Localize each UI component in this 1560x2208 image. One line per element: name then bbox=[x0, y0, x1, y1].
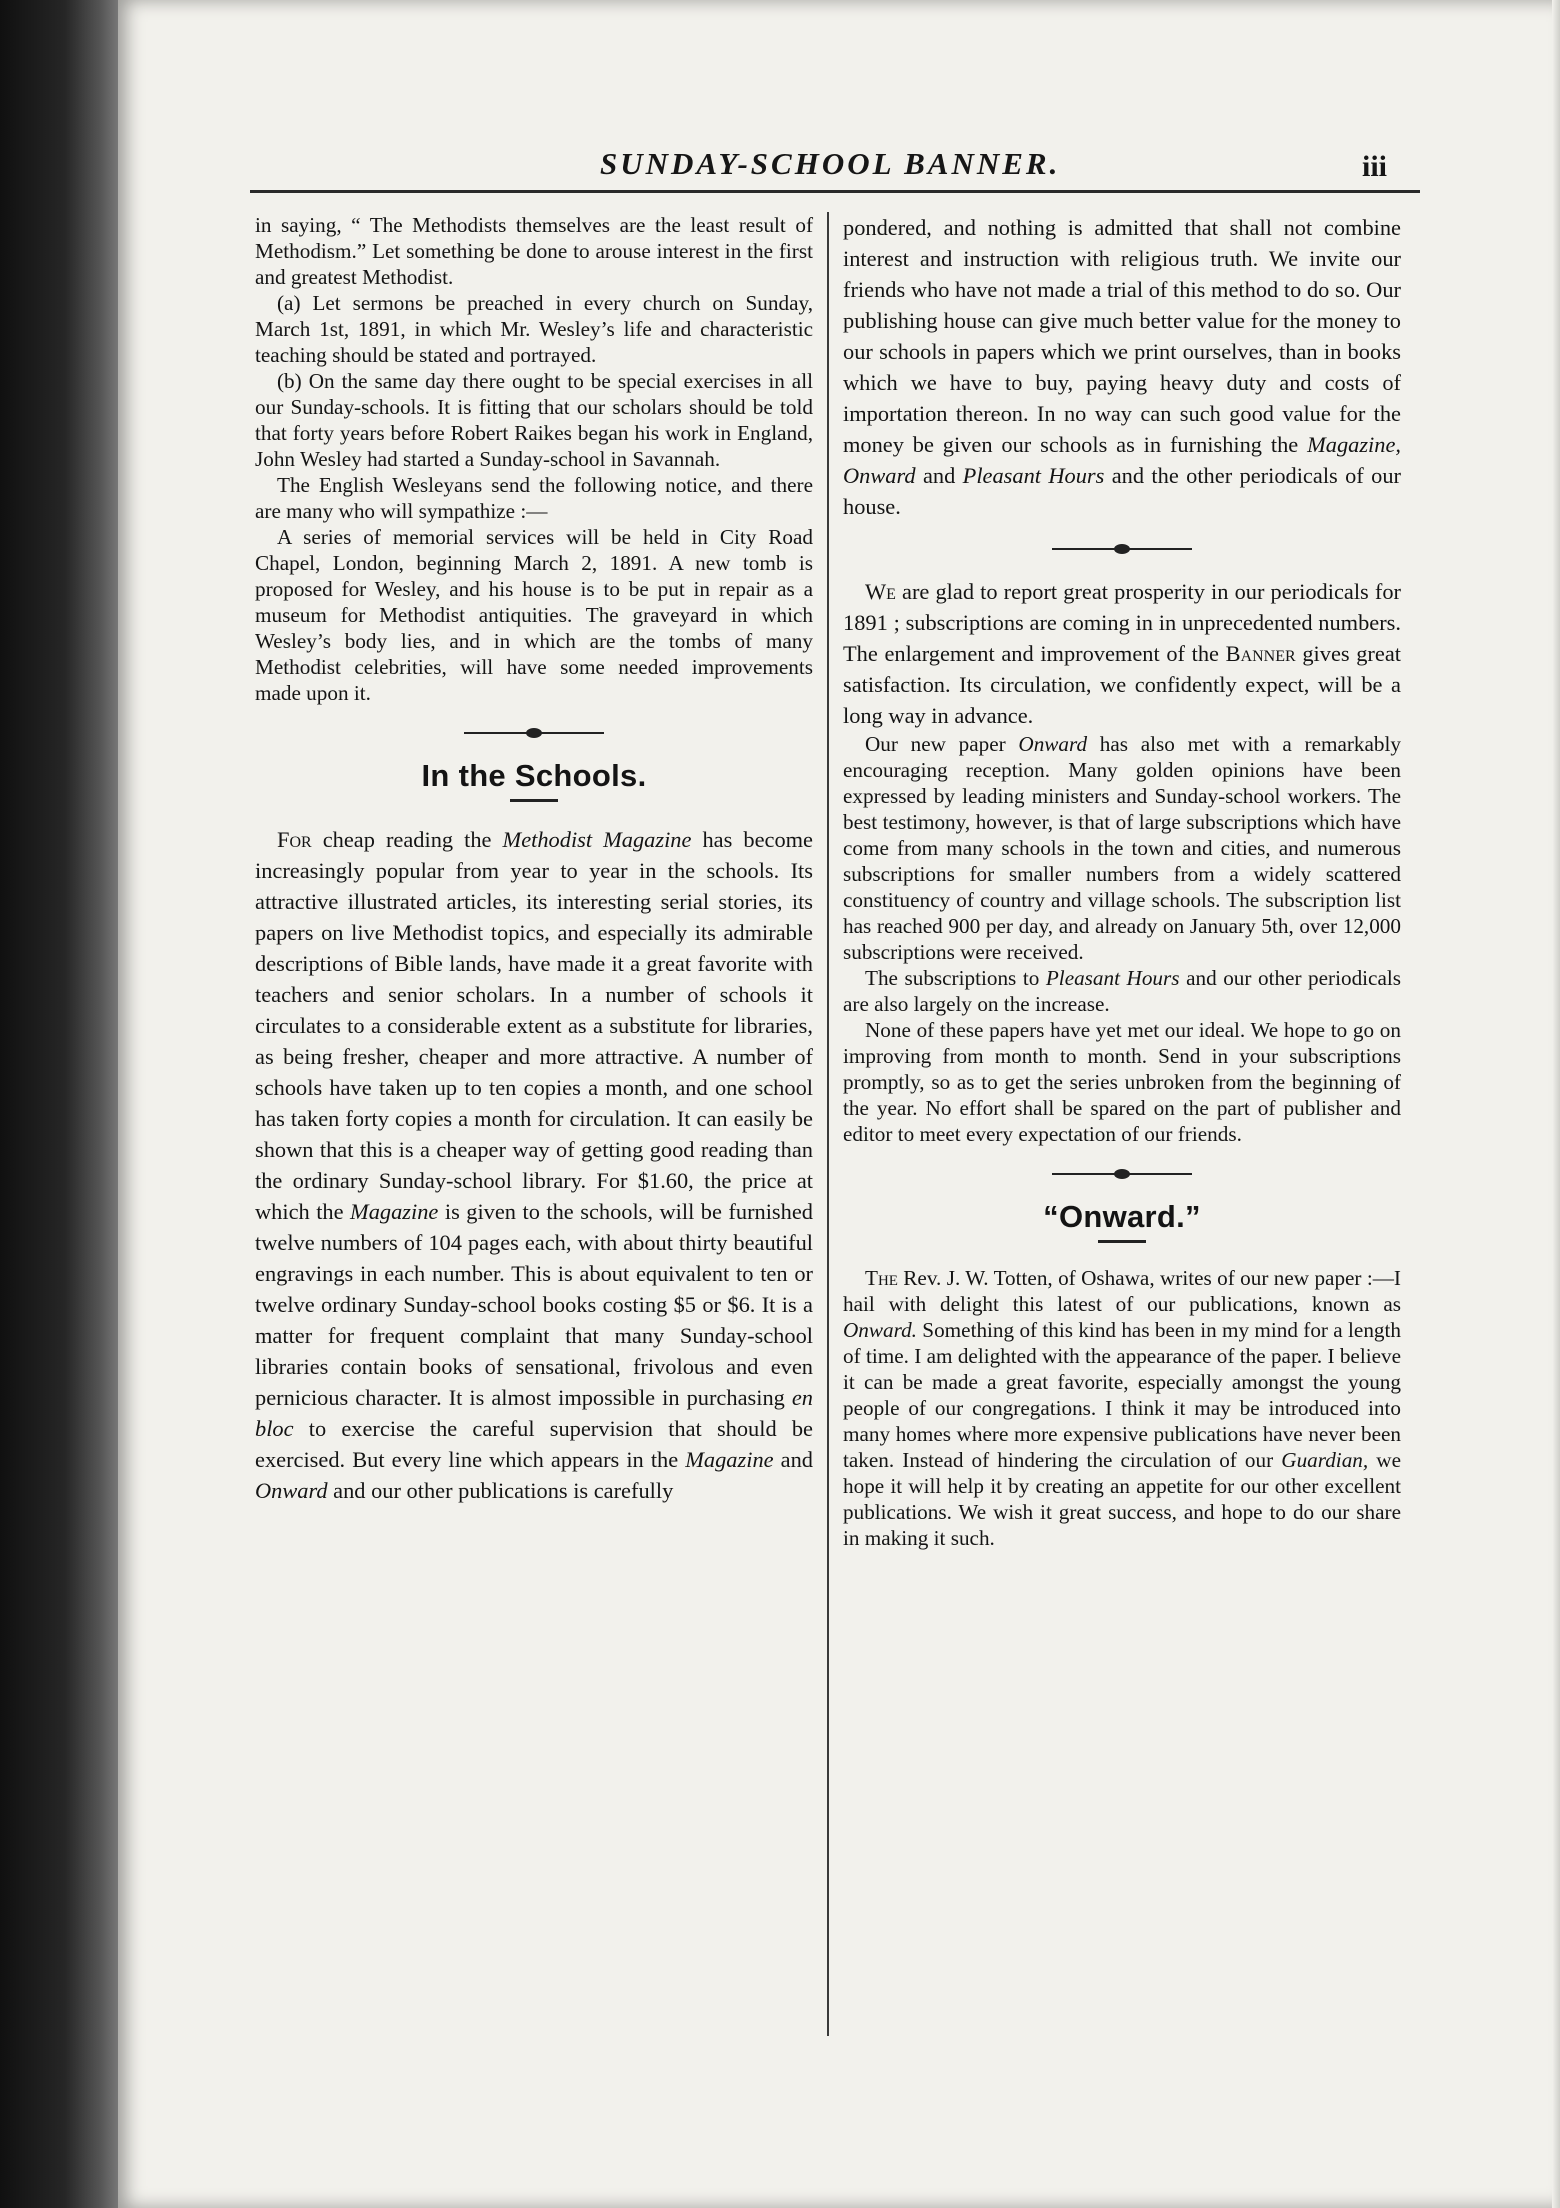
wesley-section bbox=[255, 212, 813, 706]
section-ornament bbox=[464, 728, 604, 738]
section-ornament bbox=[1052, 544, 1192, 554]
running-head: SUNDAY-SCHOOL BANNER. bbox=[600, 146, 1061, 181]
paragraph: None of these papers have yet met our ideal. We hope to go on improving from month to month. Send in your subscriptions promptly, so as to get the series unbroken from the beginning of the year. No effort shall be spared on the part of publisher and editor to meet every expectation of our friends. bbox=[843, 1018, 1401, 1146]
section-title-in-the-schools: In the Schools. bbox=[421, 758, 647, 793]
paragraph: (b) On the same day there ought to be special exercises in all our Sunday-schools. It is fitting that our scholars should be told that forty years before Robert Raikes began his work in England, John Wesley had started a Sunday-school in Savannah. bbox=[255, 369, 813, 471]
page-edge bbox=[1552, 0, 1560, 2208]
paragraph: The subscriptions to Pleasant Hours and our other periodicals are also largely on the increase. bbox=[843, 966, 1402, 1016]
right-column bbox=[843, 212, 1401, 1551]
schools-paragraph: For cheap reading the Methodist Magazine has become increasingly popular from year to year in the schools. Its attractive illustrated articles, its interesting serial stories, its papers on live Methodist topics, and especially its admirable descriptions of Bible lands, have made it a great favorite with teachers and senior scholars. In a number of schools it circulates to a considerable extent as a substitute for libraries, as being fresher, cheaper and more attractive. A number of schools have taken up to ten copies a month, and one school has taken forty copies a month for circulation. It can easily be shown that this is a cheaper way of getting good reading than the ordinary Sunday-school library. For $1.60, the price at which the Magazine is given to the schools, will be furnished twelve numbers of 104 pages each, with about thirty beautiful engravings in each number. This is about equivalent to ten or twelve ordinary Sunday-school books costing $5 or $6. It is a matter for frequent complaint that many Sunday-school libraries contain books of sensational, frivolous and even pernicious character. It is almost impossible in purchasing en bloc to exercise the careful supervision that should be exercised. But every line which appears in the Magazine and Onward and our other publications is carefully bbox=[255, 827, 813, 1503]
column-divider bbox=[827, 212, 829, 2036]
header-rule bbox=[250, 190, 1420, 193]
page-number: iii bbox=[1362, 150, 1388, 183]
prosperity-paragraph: We are glad to report great prosperity in our periodicals for 1891 ; subscriptions are coming in in unprecedented numbers. The enlargement and improvement of the Banner gives great satisfaction. Its circulation, we confidently expect, will be a long way in advance. bbox=[843, 579, 1401, 728]
section-ornament bbox=[1052, 1169, 1192, 1179]
paragraph: (a) Let sermons be preached in every church on Sunday, March 1st, 1891, in which Mr. Wesley’s life and characteristic teaching should be stated and portrayed. bbox=[255, 291, 813, 367]
title-rule bbox=[510, 799, 558, 802]
paragraph: in saying, “ The Methodists themselves are the least result of Methodism.” Let something be done to arouse interest in the first and greatest Methodist. bbox=[255, 213, 813, 289]
paragraph: The Rev. J. W. Totten, of Oshawa, writes of our new paper :—I hail with delight this latest of our publications, known as Onward. Something of this kind has been in my mind for a length of time. I am delighted with the appearance of the paper. I believe it can be made a great favorite, especially amongst the young people of our congregations. I think it may be introduced into many homes where more expensive publications have never been taken. Instead of hindering the circulation of our Guardian, we hope it will help it by creating an appetite for our other excellent publications. We wish it great success, and hope to do our share in making it such. bbox=[843, 1266, 1401, 1550]
lead-word: The bbox=[865, 1266, 898, 1290]
section-title-onward: “Onward.” bbox=[1043, 1199, 1201, 1234]
totten-letter-section bbox=[843, 1265, 1401, 1551]
title-rule bbox=[1098, 1240, 1146, 1243]
paragraph: The English Wesleyans send the following notice, and there are many who will sympathize :— bbox=[255, 473, 813, 523]
paragraph: Our new paper Onward has also met with a remarkably encouraging reception. Many golden opinions have been expressed by leading ministers and Sunday-school workers. The best testimony, however, is that of large subscriptions which have come from many schools in the town and cities, and numerous subscriptions for smaller numbers from a widely scattered constituency of country and village schools. The subscription list has reached 900 per day, and already on January 5th, over 12,000 subscriptions were received. bbox=[843, 732, 1401, 964]
left-column bbox=[255, 212, 813, 1506]
continued-paragraph: pondered, and nothing is admitted that shall not combine interest and instruction with religious truth. We invite our friends who have not made a trial of this method to do so. Our publishing house can give much better value for the money to our schools in papers which we print ourselves, than in books which we have to buy, paying heavy duty and costs of importation thereon. In no way can such good value for the money be given our schools as in furnishing the Magazine, Onward and Pleasant Hours and the other periodicals of our house. bbox=[843, 215, 1401, 519]
lead-word: We bbox=[865, 579, 896, 604]
quoted-notice: A series of memorial services will be held in City Road Chapel, London, beginning March 2, 1891. A new tomb is proposed for Wesley, and his house is to be put in repair as a museum for Methodist antiquities. The graveyard in which Wesley’s body lies, and in which are the tombs of many Methodist celebrities, will have some needed improvements made upon it. bbox=[255, 525, 813, 705]
lead-word: For bbox=[277, 827, 312, 852]
book-binding-shadow bbox=[0, 0, 118, 2208]
onward-reception-section bbox=[843, 731, 1401, 1147]
